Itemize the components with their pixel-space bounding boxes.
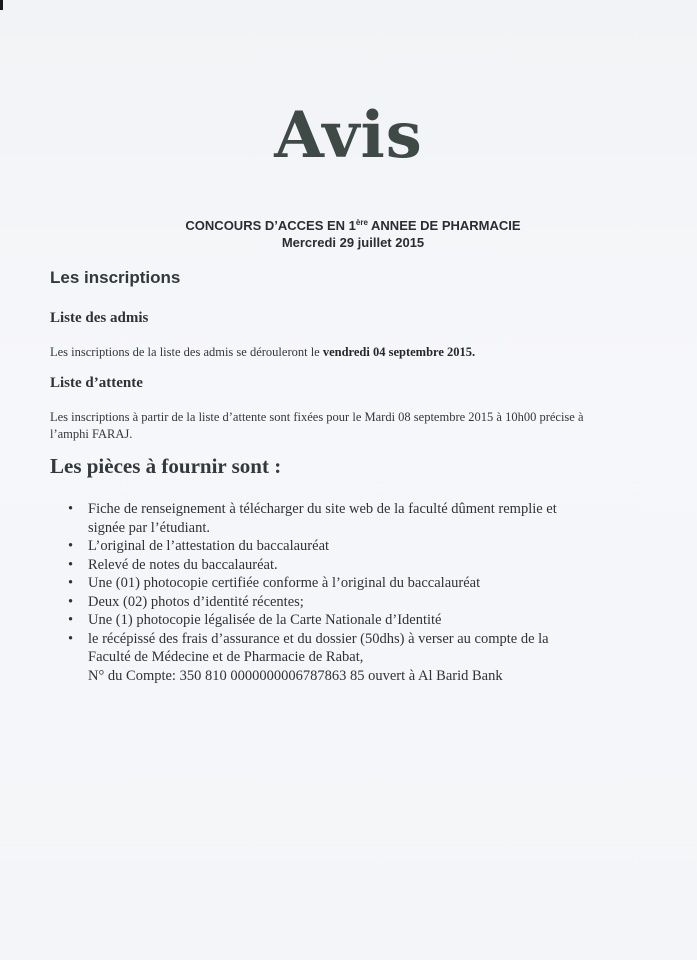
list-item-line: Faculté de Médecine et de Pharmacie de Rabat, xyxy=(88,649,364,665)
contest-subtitle xyxy=(0,218,697,233)
scan-corner-mark xyxy=(0,0,3,10)
subtitle-text-post: ANNEE DE PHARMACIE xyxy=(367,218,521,233)
waiting-list-heading: Liste d’attente xyxy=(50,375,143,391)
list-item xyxy=(64,630,634,686)
list-item-line: Deux (02) photos d’identité récentes; xyxy=(88,593,304,610)
list-item-line: L’original de l’attestation du baccalauréat xyxy=(88,538,330,554)
admis-text: Les inscriptions de la liste des admis se dérouleront le xyxy=(50,345,323,359)
inscriptions-heading: Les inscriptions xyxy=(50,268,181,287)
bullet-icon: • xyxy=(68,575,74,591)
admis-list-heading: Liste des admis xyxy=(50,310,149,326)
notice-title: Avis xyxy=(274,98,423,173)
contest-date: Mercredi 29 juillet 2015 xyxy=(281,235,425,250)
bullet-icon: • xyxy=(68,612,74,628)
list-item-line: Une (1) photocopie légalisée de la Carte Nationale d’Identité xyxy=(88,612,442,628)
bullet-icon: • xyxy=(68,538,74,554)
waiting-list-text-line1: Les inscriptions à partir de la liste d’attente sont fixées pour le Mardi 08 septembre 2015 à 10h00 précise à xyxy=(50,410,584,424)
admis-date: vendredi 04 septembre 2015. xyxy=(322,345,476,359)
subtitle-text-pre: CONCOURS D’ACCES EN 1 xyxy=(185,218,356,233)
documents-heading: Les pièces à fournir sont : xyxy=(50,454,282,478)
list-item-line: signée par l’étudiant. xyxy=(88,519,210,536)
list-item-line: Fiche de renseignement à télécharger du site web de la faculté dûment remplie et xyxy=(88,501,557,517)
bullet-icon: • xyxy=(68,630,74,647)
bullet-icon: • xyxy=(68,593,74,610)
list-item xyxy=(64,556,634,575)
list-item-line: Relevé de notes du baccalauréat. xyxy=(88,556,278,573)
admis-paragraph xyxy=(50,344,650,361)
list-item xyxy=(64,593,634,612)
list-item xyxy=(64,500,634,537)
list-item xyxy=(64,574,634,593)
list-item-line: le récépissé des frais d’assurance et du dossier (50dhs) à verser au compte de la xyxy=(88,630,549,647)
subtitle-superscript: ère xyxy=(355,218,368,227)
bullet-icon: • xyxy=(68,501,74,517)
waiting-list-paragraph xyxy=(50,409,670,443)
list-item xyxy=(64,537,634,556)
bank-account-line: N° du Compte: 350 810 0000000006787863 85 ouvert à Al Barid Bank xyxy=(88,667,503,684)
list-item xyxy=(64,611,634,630)
waiting-list-text-line2: l’amphi FARAJ. xyxy=(50,427,133,441)
bullet-icon: • xyxy=(68,556,74,573)
documents-list xyxy=(64,500,634,685)
list-item-line: Une (01) photocopie certifiée conforme à l’original du baccalauréat xyxy=(88,575,481,591)
